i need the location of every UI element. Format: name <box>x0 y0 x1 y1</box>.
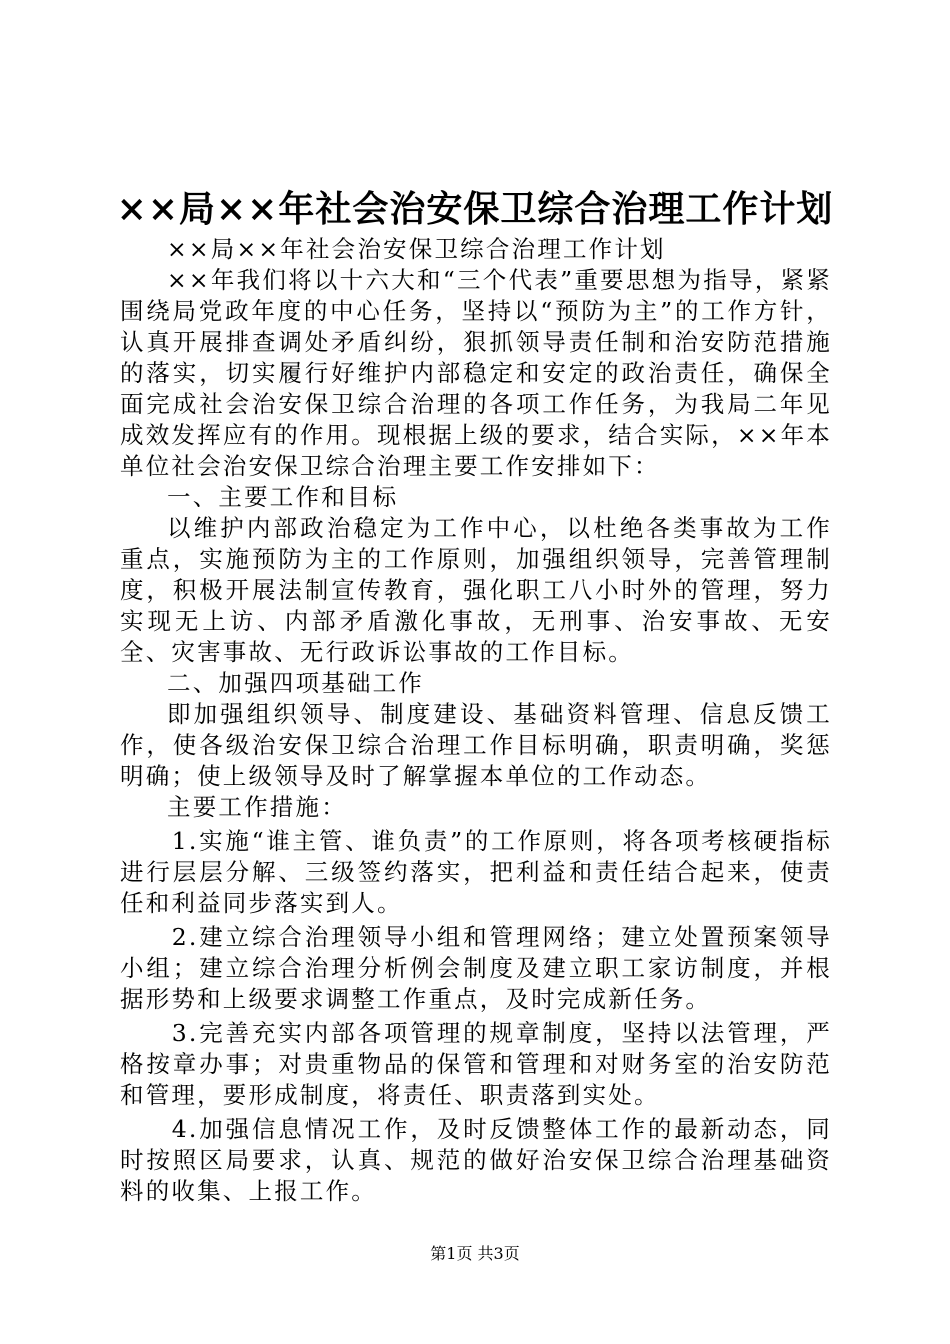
section-heading-1: 一、主要工作和目标 <box>167 483 399 511</box>
subtitle-paragraph: ××局××年社会治安保卫综合治理工作计划 <box>167 235 666 263</box>
measure-item-1: 1.实施“谁主管、谁负责”的工作原则，将各项考核硬指标进行层层分解、三级签约落实，把利益和责任结合起来，使责任和利益同步落实到人。 <box>120 827 832 917</box>
section-heading-2: 二、加强四项基础工作 <box>167 669 424 697</box>
measure-item-3: 3.完善充实内部各项管理的规章制度，坚持以法管理，严格按章办事；对贵重物品的保管和管理和对财务室的治安防范和管理，要形成制度，将责任、职责落到实处。 <box>120 1019 832 1109</box>
measures-heading: 主要工作措施： <box>167 793 347 821</box>
document-title: ××局××年社会治安保卫综合治理工作计划 <box>116 188 834 230</box>
section-1-paragraph: 以维护内部政治稳定为工作中心，以杜绝各类事故为工作重点，实施预防为主的工作原则，加强组织领导，完善管理制度，积极开展法制宣传教育，强化职工八小时外的管理，努力实现无上访、内部矛盾激化事故，无刑事、治安事故、无安全、灾害事故、无行政诉讼事故的工作目标。 <box>120 514 832 666</box>
measure-item-2: 2.建立综合治理领导小组和管理网络；建立处置预案领导小组；建立综合治理分析例会制度及建立职工家访制度，并根据形势和上级要求调整工作重点，及时完成新任务。 <box>120 923 832 1013</box>
intro-paragraph: ××年我们将以十六大和“三个代表”重要思想为指导，紧紧围绕局党政年度的中心任务，坚持以“预防为主”的工作方针，认真开展排查调处矛盾纠纷，狠抓领导责任制和治安防范措施的落实，切实履行好维护内部稳定和安定的政治责任，确保全面完成社会治安保卫综合治理的各项工作任务，为我局二年见成效发挥应有的作用。现根据上级的要求，结合实际，××年本单位社会治安保卫综合治理主要工作安排如下： <box>120 266 832 480</box>
page-number-footer: 第1页 共3页 <box>430 1244 520 1263</box>
document-body <box>120 234 832 1207</box>
section-2-paragraph: 即加强组织领导、制度建设、基础资料管理、信息反馈工作，使各级治安保卫综合治理工作目标明确，职责明确，奖惩明确；使上级领导及时了解掌握本单位的工作动态。 <box>120 700 832 790</box>
measure-item-4: 4.加强信息情况工作，及时反馈整体工作的最新动态，同时按照区局要求，认真、规范的做好治安保卫综合治理基础资料的收集、上报工作。 <box>120 1115 832 1205</box>
